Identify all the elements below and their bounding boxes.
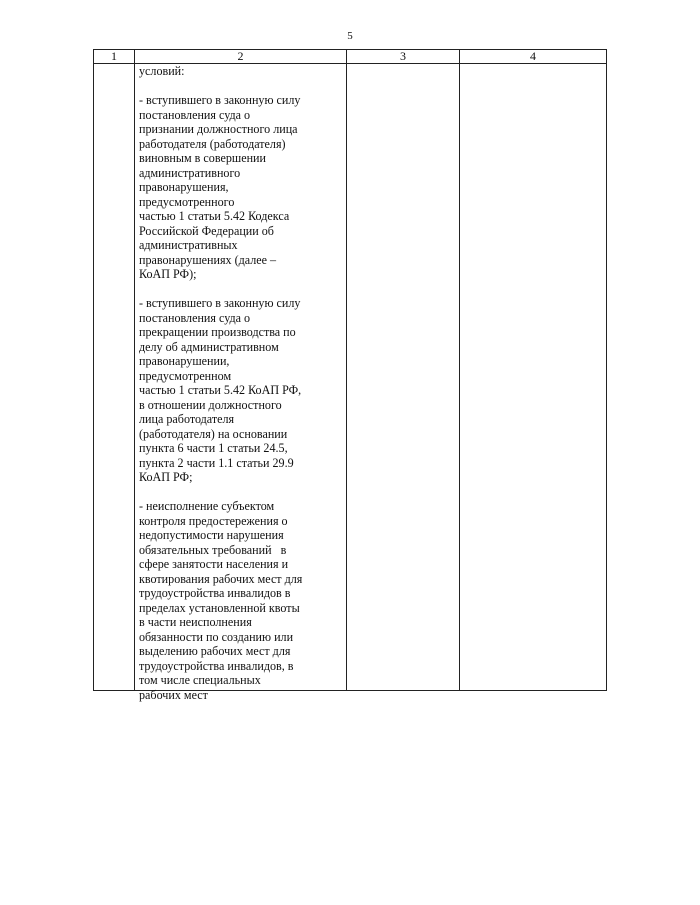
text-line: пункта 2 части 1.1 статьи 29.9: [139, 455, 294, 470]
text-line: выделению рабочих мест для: [139, 644, 291, 658]
text-line: лица работодателя: [139, 412, 235, 426]
column-header-1: 1: [94, 50, 135, 64]
text-line: прекращении производства по: [139, 325, 296, 339]
text-line: административного: [139, 165, 241, 180]
text-line: трудоустройства инвалидов в: [139, 586, 291, 600]
table-row: [94, 64, 607, 691]
cell-col-2-text: [135, 64, 346, 702]
column-header-4: 4: [460, 50, 607, 64]
text-line: в части неисполнения: [139, 615, 252, 629]
document-table: [93, 49, 607, 702]
text-line: признании должностного лица: [139, 122, 298, 136]
text-line: виновным в совершении: [139, 151, 266, 165]
text-line: - вступившего в законную силу: [139, 296, 301, 310]
cell-col-4: [460, 64, 607, 691]
page-number: 5: [347, 30, 353, 42]
text-line: том числе специальных: [139, 673, 261, 687]
text-line: частью 1 статьи 5.42 КоАП РФ,: [139, 383, 302, 397]
text-line: - вступившего в законную силу: [139, 93, 301, 107]
text-line: (работодателя) на основании: [139, 426, 288, 441]
text-line: пределах установленной квоты: [139, 600, 300, 615]
paragraph: [139, 296, 344, 485]
text-line: обязанности по созданию или: [139, 629, 294, 644]
cell-col-3: [347, 64, 460, 691]
paragraph: [139, 64, 344, 79]
text-line: обязательных требований в: [139, 542, 287, 557]
text-line: делу об административном: [139, 339, 279, 354]
table-header-row: [94, 50, 607, 64]
text-line: квотирования рабочих мест для: [139, 571, 303, 586]
text-line: трудоустройства инвалидов, в: [139, 658, 294, 673]
text-line: пункта 6 части 1 статьи 24.5,: [139, 441, 288, 455]
text-line: правонарушениях (далее –: [139, 252, 277, 267]
text-line: условий:: [139, 64, 185, 78]
text-line: КоАП РФ;: [139, 470, 193, 484]
text-line: рабочих мест: [139, 687, 208, 702]
paragraph: [139, 93, 344, 282]
text-line: правонарушении,: [139, 354, 230, 368]
column-header-3: 3: [347, 50, 460, 64]
text-line: КоАП РФ);: [139, 267, 197, 281]
text-line: частью 1 статьи 5.42 Кодекса: [139, 209, 290, 223]
text-line: - неисполнение субъектом: [139, 499, 275, 513]
text-line: административных: [139, 238, 238, 252]
text-line: постановления суда о: [139, 310, 251, 325]
text-line: недопустимости нарушения: [139, 528, 284, 542]
text-line: предусмотренном: [139, 368, 232, 383]
text-line: в отношении должностного: [139, 397, 282, 412]
text-line: правонарушения,: [139, 180, 229, 194]
cell-col-1: [94, 64, 135, 691]
text-line: постановления суда о: [139, 107, 251, 122]
text-line: Российской Федерации об: [139, 223, 274, 238]
cell-col-2: [135, 64, 347, 702]
text-line: контроля предостережения о: [139, 513, 288, 528]
column-header-2: 2: [135, 50, 347, 64]
text-line: работодателя (работодателя): [139, 136, 286, 151]
text-line: сфере занятости населения и: [139, 557, 289, 571]
paragraph: [139, 499, 344, 702]
text-line: предусмотренного: [139, 194, 235, 209]
